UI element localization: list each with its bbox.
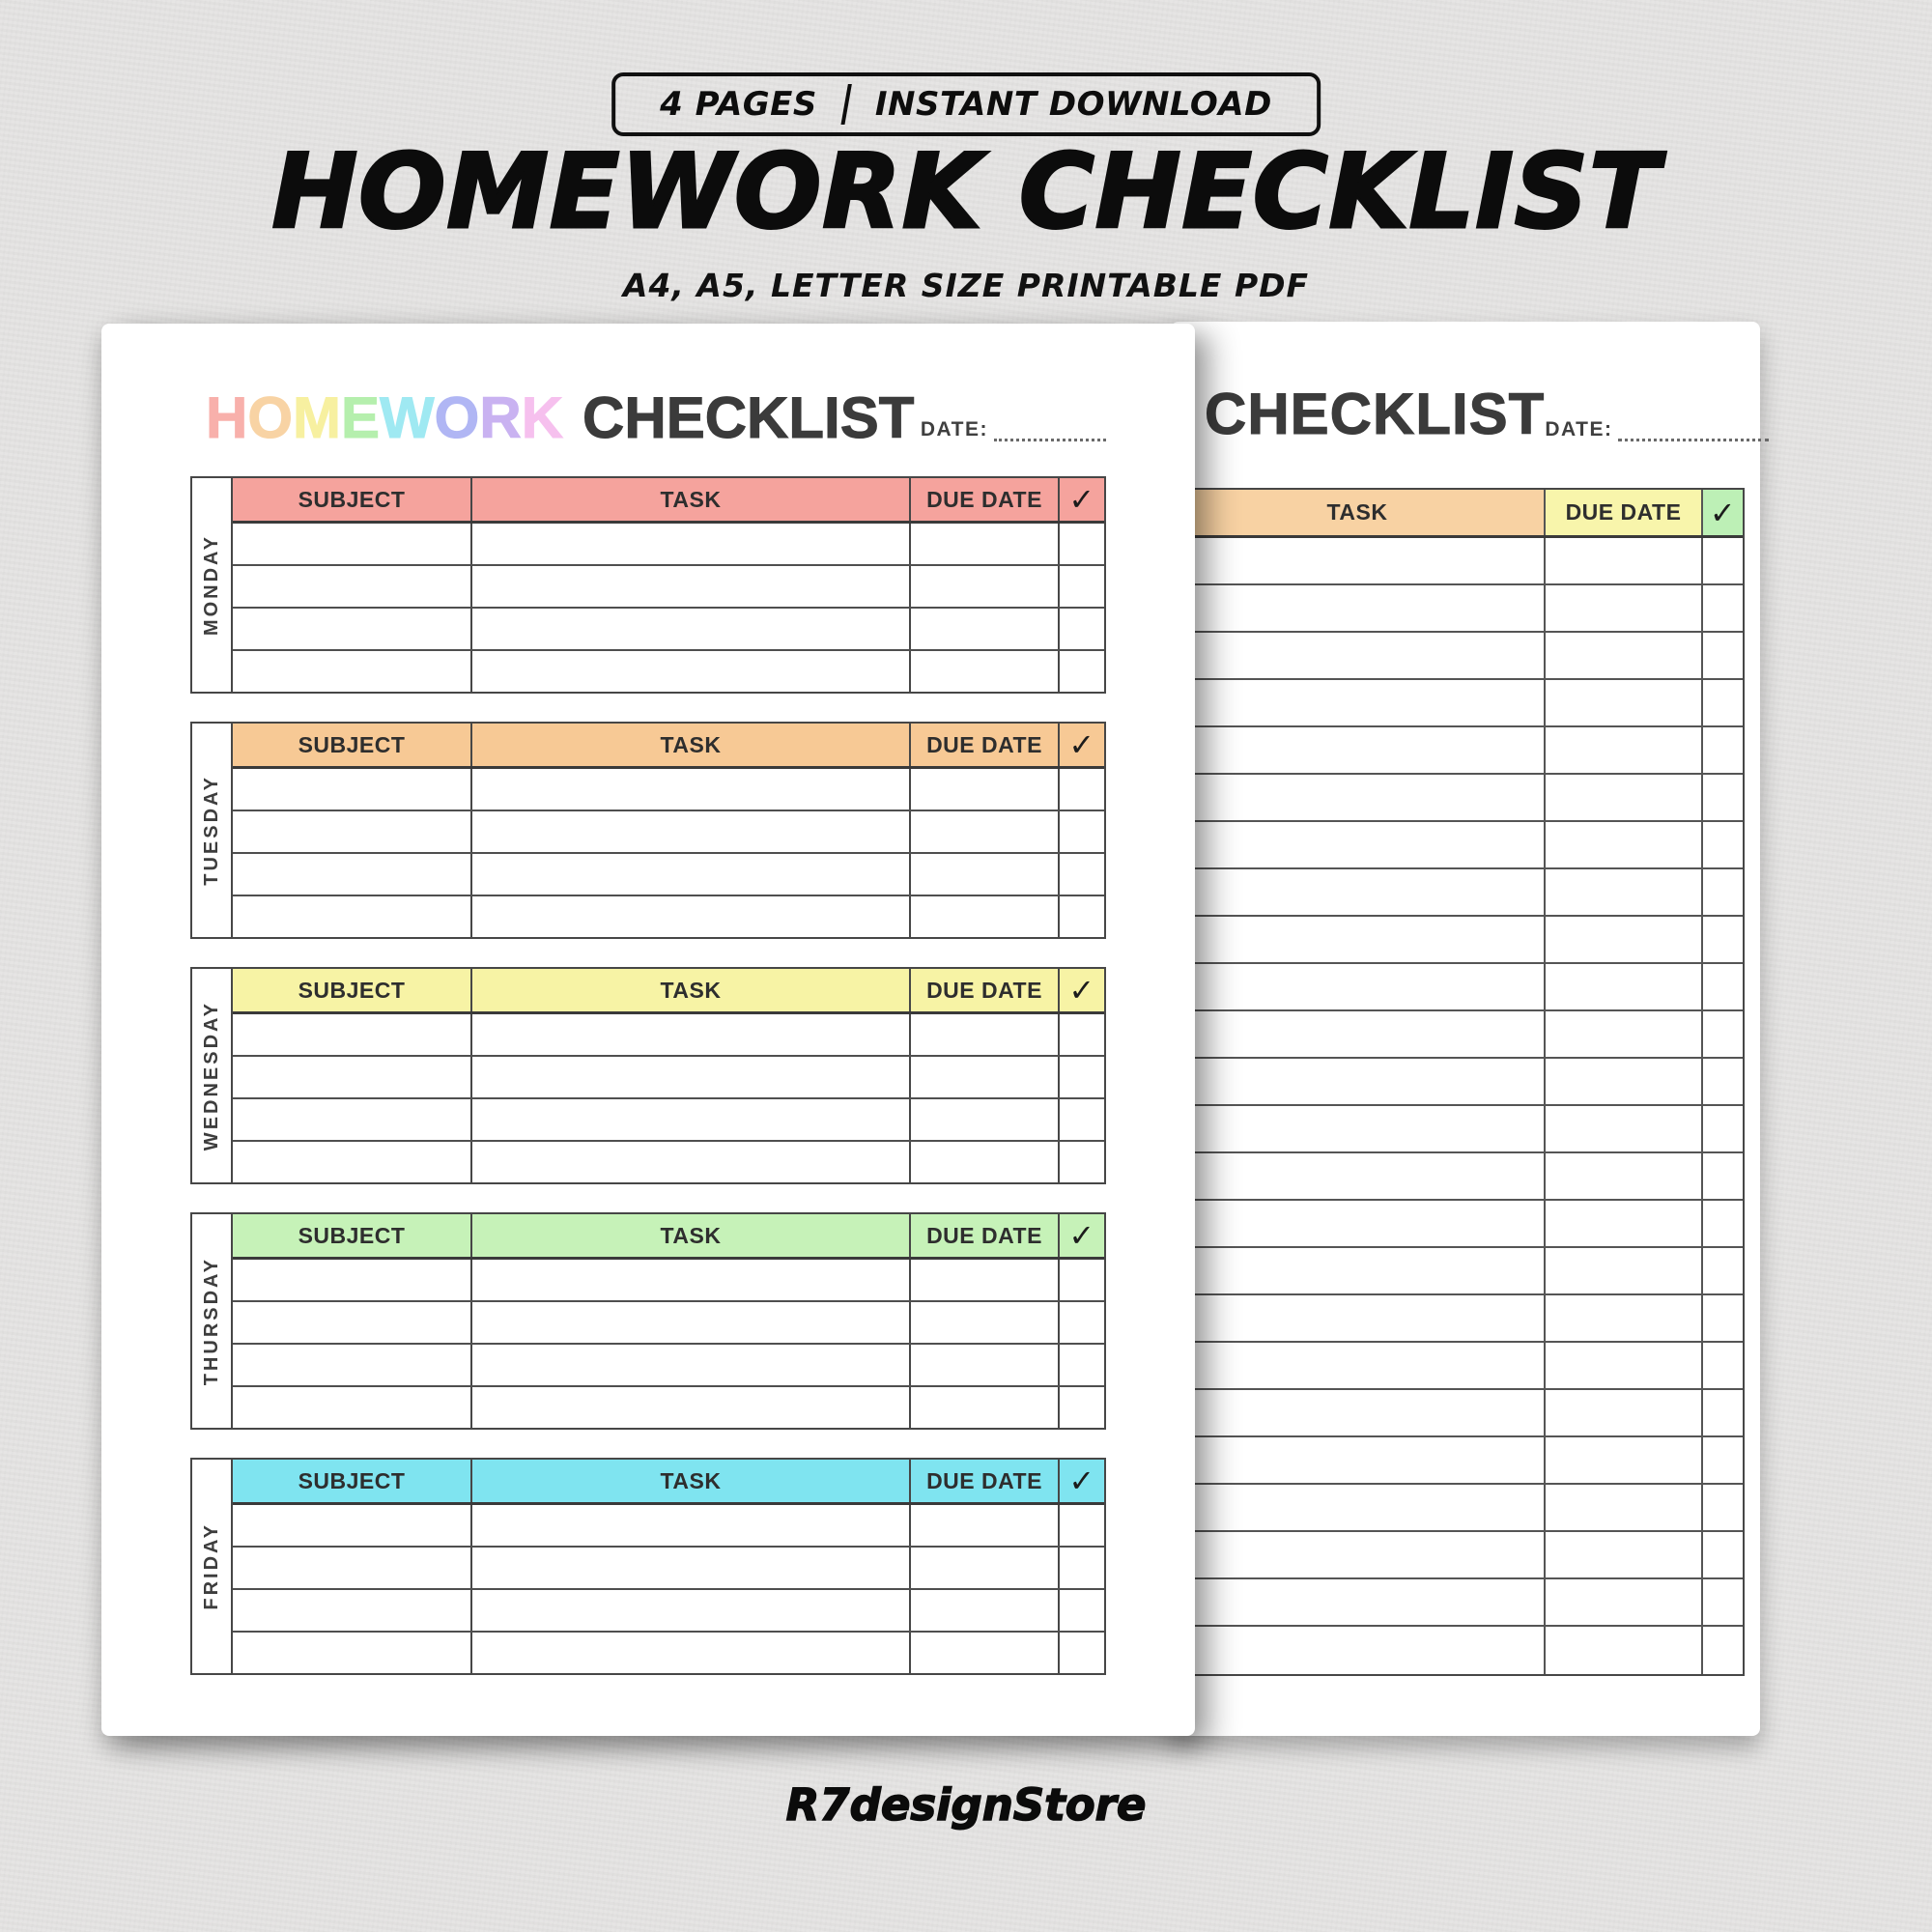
left-page-title-checklist: CHECKLIST [582,385,915,450]
empty-cell [1703,538,1743,583]
subject-header-cell: SUBJECT [233,1214,472,1257]
empty-cell [472,769,911,810]
check-header-cell: ✓ [1068,1463,1095,1498]
right-date-label: DATE: [1545,418,1613,440]
table-row [1171,1532,1743,1579]
table-row [233,1142,1104,1182]
empty-cell [233,769,472,810]
empty-cell [1546,1579,1703,1625]
empty-cell [1060,1302,1104,1343]
master-table-rows [1171,538,1743,1674]
empty-cell [233,1345,472,1385]
empty-cell [233,1302,472,1343]
table-row [1171,1248,1743,1295]
rainbow-letter: O [247,385,294,450]
master-task-table [1171,488,1745,1676]
empty-cell [911,769,1060,810]
empty-cell [1060,1387,1104,1428]
empty-cell [911,1302,1060,1343]
empty-cell [472,1505,911,1546]
empty-cell [1703,633,1743,678]
empty-cell [1703,1390,1743,1435]
table-row [1171,917,1743,964]
empty-cell [1703,1011,1743,1057]
table-row [1171,1295,1743,1343]
empty-cell [233,854,472,895]
empty-cell [1171,917,1546,962]
rainbow-letter: R [479,385,522,450]
empty-cell [1171,869,1546,915]
empty-cell [472,896,911,937]
table-row [1171,775,1743,822]
empty-cell [1546,775,1703,820]
day-label-column [192,1214,233,1428]
empty-cell [1546,633,1703,678]
task-header-cell: TASK [472,1460,911,1502]
task-header-cell: TASK [472,969,911,1011]
empty-cell [1546,727,1703,773]
left-page-preview [101,324,1195,1736]
empty-cell [1546,964,1703,1009]
empty-cell [911,1387,1060,1428]
task-header-cell: TASK [472,724,911,766]
check-header-cell: ✓ [1068,973,1095,1008]
empty-cell [1546,1295,1703,1341]
empty-cell [911,651,1060,692]
table-row [233,651,1104,692]
right-page-preview [1171,322,1760,1736]
task-header-cell: TASK [472,478,911,521]
day-table-header [233,478,1104,524]
table-row [1171,1390,1743,1437]
empty-cell [1703,917,1743,962]
empty-cell [1703,1201,1743,1246]
empty-cell [1546,1011,1703,1057]
table-row [233,1014,1104,1057]
empty-cell [472,1345,911,1385]
empty-cell [1546,1437,1703,1483]
empty-cell [472,1590,911,1631]
table-row [1171,1106,1743,1153]
badge-divider [840,84,851,125]
empty-cell [233,651,472,692]
empty-cell [233,1014,472,1055]
empty-cell [1171,822,1546,867]
empty-cell [1546,680,1703,725]
table-row [233,1099,1104,1142]
table-row [1171,1485,1743,1532]
empty-cell [233,811,472,852]
table-row [233,1260,1104,1302]
empty-cell [472,1302,911,1343]
empty-cell [1060,854,1104,895]
left-date-block [921,418,1106,441]
empty-cell [1703,869,1743,915]
empty-cell [472,1387,911,1428]
empty-cell [1546,1059,1703,1104]
empty-cell [911,1548,1060,1588]
right-date-line [1618,418,1769,441]
empty-cell [1703,822,1743,867]
table-row [1171,727,1743,775]
empty-cell [911,1590,1060,1631]
empty-cell [1171,1295,1546,1341]
day-table-main [233,478,1104,692]
due-date-header-cell: DUE DATE [911,969,1060,1011]
empty-cell [1703,775,1743,820]
empty-cell [1171,1201,1546,1246]
empty-cell [1703,1579,1743,1625]
empty-cell [233,524,472,564]
left-date-label: DATE: [920,418,988,440]
master-table-header [1171,490,1743,538]
day-table-tuesday [190,722,1106,939]
table-row [1171,1201,1743,1248]
empty-cell [233,896,472,937]
left-date-line [994,418,1106,441]
subject-header-cell: SUBJECT [233,1460,472,1502]
empty-cell [1171,1627,1546,1674]
check-header-cell: ✓ [1068,1218,1095,1253]
table-row [233,854,1104,896]
empty-cell [1171,1343,1546,1388]
empty-cell [233,1505,472,1546]
right-page-title: CHECKLIST [1205,382,1546,446]
empty-cell [472,811,911,852]
table-row [233,1548,1104,1590]
table-row [1171,1627,1743,1674]
day-label: TUESDAY [200,775,222,886]
empty-cell [1060,651,1104,692]
empty-cell [1546,1485,1703,1530]
day-table-wednesday [190,967,1106,1184]
product-subtitle: A4, A5, LETTER SIZE PRINTABLE PDF [622,267,1310,304]
table-row [1171,585,1743,633]
badge-pages-download [611,72,1321,136]
empty-cell [911,896,1060,937]
empty-cell [1703,1106,1743,1151]
empty-cell [472,1099,911,1140]
table-row [1171,822,1743,869]
subject-header-cell: SUBJECT [233,724,472,766]
empty-cell [1546,1248,1703,1293]
empty-cell [1171,1390,1546,1435]
table-row [233,1345,1104,1387]
day-label-column [192,1460,233,1673]
empty-cell [1171,680,1546,725]
table-row [1171,1579,1743,1627]
empty-cell [911,1099,1060,1140]
empty-cell [1546,1532,1703,1577]
table-row [1171,1153,1743,1201]
empty-cell [1060,1505,1104,1546]
empty-cell [472,854,911,895]
empty-cell [1546,1106,1703,1151]
empty-cell [1060,1548,1104,1588]
empty-cell [1060,811,1104,852]
empty-cell [1546,1390,1703,1435]
empty-cell [1171,1059,1546,1104]
table-row [233,1302,1104,1345]
empty-cell [233,1057,472,1097]
table-row [233,811,1104,854]
empty-cell [1060,609,1104,649]
table-row [233,896,1104,937]
table-row [233,1387,1104,1428]
empty-cell [1171,1485,1546,1530]
table-row [233,566,1104,609]
empty-cell [1171,1153,1546,1199]
empty-cell [233,1260,472,1300]
empty-cell [911,811,1060,852]
table-row [1171,538,1743,585]
empty-cell [472,524,911,564]
empty-cell [472,651,911,692]
table-row [1171,869,1743,917]
empty-cell [1171,1011,1546,1057]
empty-cell [233,566,472,607]
empty-cell [1171,538,1546,583]
empty-cell [1546,538,1703,583]
check-header-cell: ✓ [1068,482,1095,517]
day-table-header [233,724,1104,769]
check-header-cell: ✓ [1703,490,1743,535]
empty-cell [1703,1627,1743,1674]
check-header-cell: ✓ [1068,727,1095,762]
day-table-header [233,1460,1104,1505]
empty-cell [1703,727,1743,773]
empty-cell [911,1014,1060,1055]
empty-cell [1060,1014,1104,1055]
empty-cell [1060,1590,1104,1631]
due-date-header-cell: DUE DATE [911,1214,1060,1257]
table-row [233,1633,1104,1673]
empty-cell [1060,1633,1104,1673]
empty-cell [1703,585,1743,631]
empty-cell [1546,1343,1703,1388]
rainbow-letter: W [380,385,435,450]
empty-cell [233,1633,472,1673]
left-page-title-row [190,385,1106,450]
empty-cell [1060,1142,1104,1182]
empty-cell [1703,1532,1743,1577]
empty-cell [911,1260,1060,1300]
table-row [1171,1343,1743,1390]
table-row [1171,1011,1743,1059]
empty-cell [1703,1248,1743,1293]
empty-cell [472,609,911,649]
due-date-header-cell: DUE DATE [1546,490,1703,535]
table-row [1171,1059,1743,1106]
empty-cell [233,1548,472,1588]
product-title: HOMEWORK CHECKLIST [271,132,1661,251]
day-table-main [233,969,1104,1182]
empty-cell [233,1099,472,1140]
rainbow-letter: O [434,385,480,450]
empty-cell [911,1633,1060,1673]
rainbow-letter: E [341,385,381,450]
empty-cell [1060,566,1104,607]
day-label: THURSDAY [200,1256,222,1386]
day-table-monday [190,476,1106,694]
day-table-header [233,1214,1104,1260]
empty-cell [472,1633,911,1673]
empty-cell [472,1142,911,1182]
empty-cell [1171,1106,1546,1151]
day-table-thursday [190,1212,1106,1430]
due-date-header-cell: DUE DATE [911,1460,1060,1502]
day-label: FRIDAY [200,1522,222,1610]
empty-cell [1171,775,1546,820]
empty-cell [1546,869,1703,915]
empty-cell [1171,1579,1546,1625]
day-table-main [233,1460,1104,1673]
table-row [233,1057,1104,1099]
empty-cell [1171,633,1546,678]
table-row [233,1590,1104,1633]
table-row [233,769,1104,811]
day-label-column [192,724,233,937]
weekday-tables [190,476,1106,1675]
table-row [1171,1437,1743,1485]
task-header-cell: TASK [1171,490,1546,535]
day-table-friday [190,1458,1106,1675]
empty-cell [233,1387,472,1428]
day-label: MONDAY [200,533,222,637]
day-table-main [233,1214,1104,1428]
rainbow-letter: H [206,385,248,450]
empty-cell [1703,1485,1743,1530]
day-label-column [192,478,233,692]
empty-cell [1060,896,1104,937]
day-label-column [192,969,233,1182]
right-date-block [1545,418,1769,441]
day-table-main [233,724,1104,937]
empty-cell [1703,1343,1743,1388]
table-row [1171,680,1743,727]
empty-cell [1546,917,1703,962]
empty-cell [911,854,1060,895]
empty-cell [233,609,472,649]
badge-pages-label: 4 PAGES [660,85,817,124]
rainbow-letter: K [521,385,564,450]
empty-cell [1171,1532,1546,1577]
due-date-header-cell: DUE DATE [911,724,1060,766]
empty-cell [911,609,1060,649]
table-row [1171,633,1743,680]
right-page-title-row [1205,382,1748,446]
empty-cell [1060,524,1104,564]
table-row [233,524,1104,566]
empty-cell [1703,964,1743,1009]
badge-download-label: INSTANT DOWNLOAD [874,85,1272,124]
table-row [233,1505,1104,1548]
empty-cell [1546,1201,1703,1246]
empty-cell [1171,1437,1546,1483]
subject-header-cell: SUBJECT [233,969,472,1011]
empty-cell [1060,1099,1104,1140]
empty-cell [1703,1059,1743,1104]
homework-rainbow-word [206,385,564,450]
empty-cell [1703,1437,1743,1483]
empty-cell [233,1142,472,1182]
empty-cell [1546,1153,1703,1199]
empty-cell [1703,680,1743,725]
empty-cell [1546,1627,1703,1674]
empty-cell [911,1505,1060,1546]
empty-cell [1546,822,1703,867]
empty-cell [472,566,911,607]
day-table-header [233,969,1104,1014]
empty-cell [1171,585,1546,631]
empty-cell [911,1142,1060,1182]
empty-cell [1171,727,1546,773]
empty-cell [472,1260,911,1300]
empty-cell [911,1345,1060,1385]
empty-cell [911,566,1060,607]
empty-cell [1060,1260,1104,1300]
task-header-cell: TASK [472,1214,911,1257]
empty-cell [1060,1057,1104,1097]
table-row [1171,964,1743,1011]
empty-cell [472,1014,911,1055]
empty-cell [1703,1153,1743,1199]
empty-cell [1060,1345,1104,1385]
store-name: R7designStore [785,1779,1147,1831]
empty-cell [472,1057,911,1097]
empty-cell [472,1548,911,1588]
empty-cell [911,1057,1060,1097]
empty-cell [1703,1295,1743,1341]
rainbow-letter: M [293,385,341,450]
empty-cell [1171,1248,1546,1293]
empty-cell [1546,585,1703,631]
day-label: WEDNESDAY [200,1000,222,1151]
due-date-header-cell: DUE DATE [911,478,1060,521]
empty-cell [1060,769,1104,810]
subject-header-cell: SUBJECT [233,478,472,521]
empty-cell [1171,964,1546,1009]
table-row [233,609,1104,651]
empty-cell [911,524,1060,564]
empty-cell [233,1590,472,1631]
